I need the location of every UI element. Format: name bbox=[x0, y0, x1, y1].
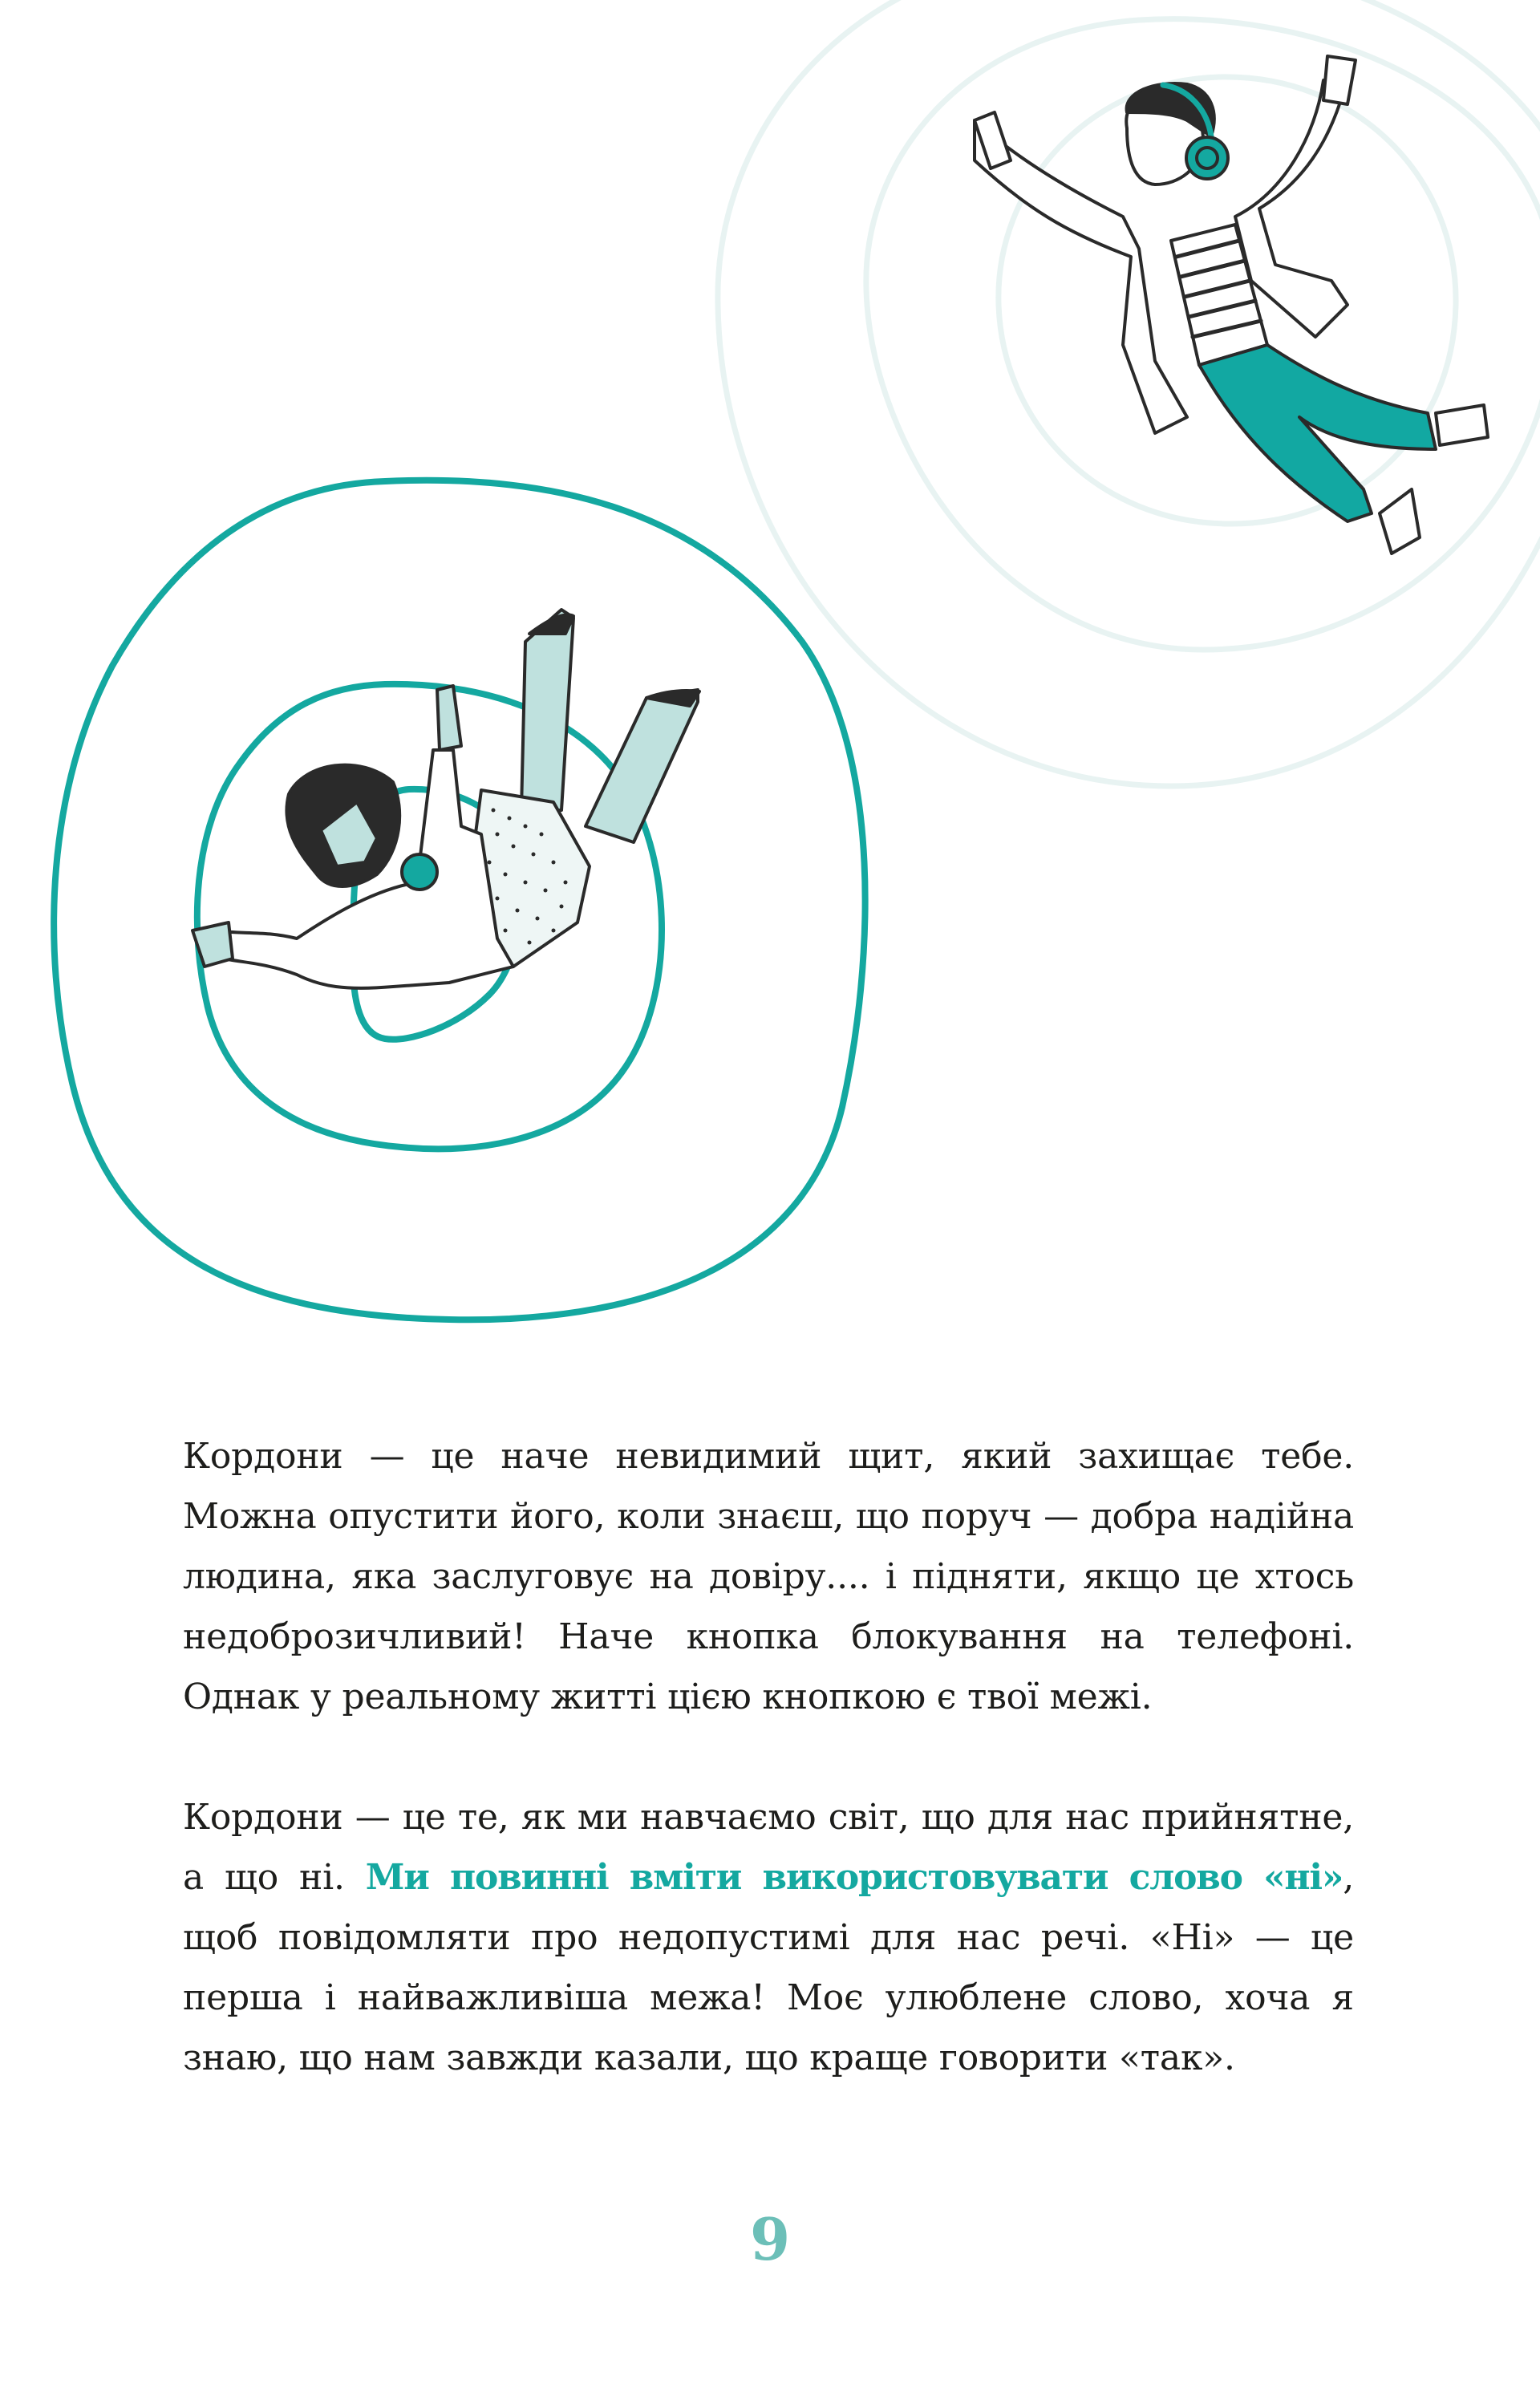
paragraph-1: Кордони — це наче невидимий щит, який захищає тебе. Можна опустити його, коли знаєш, що поруч — добра надійна людина, яка заслуговує на довіру.... і підняти, якщо це хтось недоброзичливий! Наче кнопка блокування на телефоні. Однак у реальному житті цією кнопкою є твої межі. bbox=[183, 1436, 1354, 1717]
paragraph-2 bbox=[183, 1787, 1354, 2088]
page-number: 9 bbox=[749, 2205, 791, 2273]
floating-man-figure bbox=[975, 56, 1488, 553]
highlighted-phrase: Ми повинні вміти використовувати слово «ні» bbox=[365, 1857, 1343, 1898]
paragraph-2-start: Кордони — це те, як ми навчаємо світ, що для нас прийнятне, а що ні. bbox=[183, 1797, 1354, 1898]
body-text bbox=[183, 1426, 1354, 2088]
falling-woman-figure bbox=[192, 610, 699, 988]
paragraph-2-end: , щоб повідомляти про недопустимі для нас речі. «Ні» — це перша і найважливіша межа! Моє улюблене слово, хоча я знаю, що нам завжди казали, що краще говорити «так». bbox=[183, 1857, 1354, 2078]
